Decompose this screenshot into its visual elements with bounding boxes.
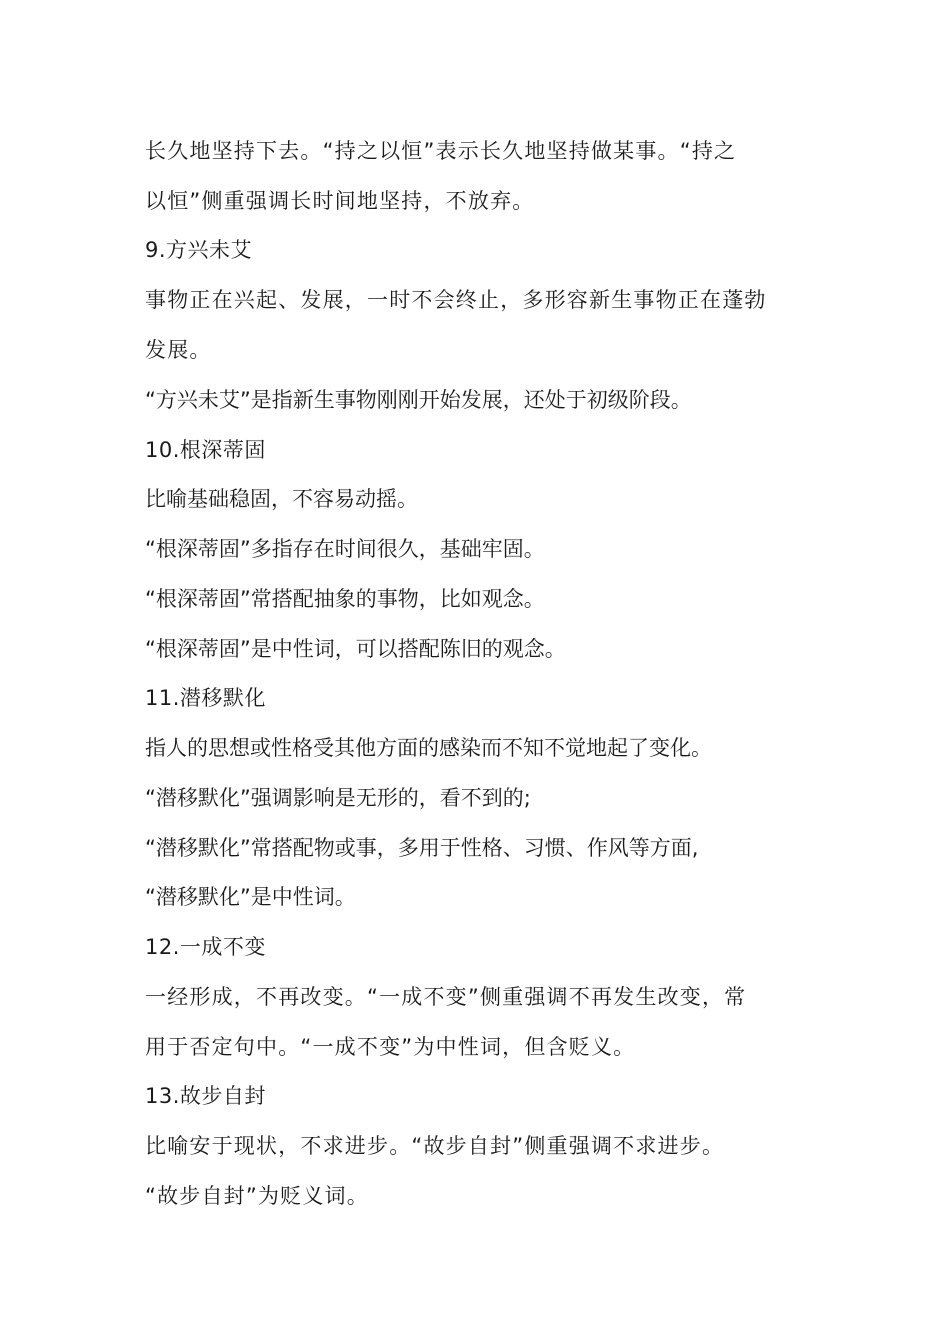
text-line: 一经形成，不再改变。“一成不变”侧重强调不再发生改变，常 — [145, 985, 747, 1009]
entry-heading: 9.方兴未艾 — [145, 238, 253, 262]
text-line: 指人的思想或性格受其他方面的感染而不知不觉地起了变化。 — [145, 736, 712, 760]
text-line: 长久地坚持下去。“持之以恒”表示长久地坚持做某事。“持之 — [145, 139, 737, 163]
text-line: “潜移默化”强调影响是无形的，看不到的; — [145, 786, 531, 810]
text-line: “故步自封”为贬义词。 — [145, 1184, 369, 1208]
entry-heading: 11.潜移默化 — [145, 686, 266, 710]
text-line: “方兴未艾”是指新生事物刚刚开始发展，还处于初级阶段。 — [145, 388, 692, 412]
text-line: “根深蒂固”常搭配抽象的事物，比如观念。 — [145, 587, 545, 611]
entry-heading: 12.一成不变 — [145, 935, 266, 959]
text-line: “根深蒂固”多指存在时间很久，基础牢固。 — [145, 537, 545, 561]
text-line: 发展。 — [145, 338, 212, 362]
text-line: 比喻基础稳固，不容易动摇。 — [145, 487, 418, 511]
text-line: 以恒”侧重强调长时间地坚持，不放弃。 — [145, 189, 535, 213]
text-line: 事物正在兴起、发展，一时不会终止，多形容新生事物正在蓬勃 — [145, 288, 767, 312]
text-line: 用于否定句中。“一成不变”为中性词，但含贬义。 — [145, 1035, 636, 1059]
text-line: “根深蒂固”是中性词，可以搭配陈旧的观念。 — [145, 637, 566, 661]
text-line: “潜移默化”是中性词。 — [145, 885, 356, 909]
entry-heading: 10.根深蒂固 — [145, 438, 266, 462]
text-line: “潜移默化”常搭配物或事，多用于性格、习惯、作风等方面, — [145, 836, 699, 860]
entry-heading: 13.故步自封 — [145, 1084, 266, 1108]
text-line: 比喻安于现状，不求进步。“故步自封”侧重强调不求进步。 — [145, 1134, 725, 1158]
